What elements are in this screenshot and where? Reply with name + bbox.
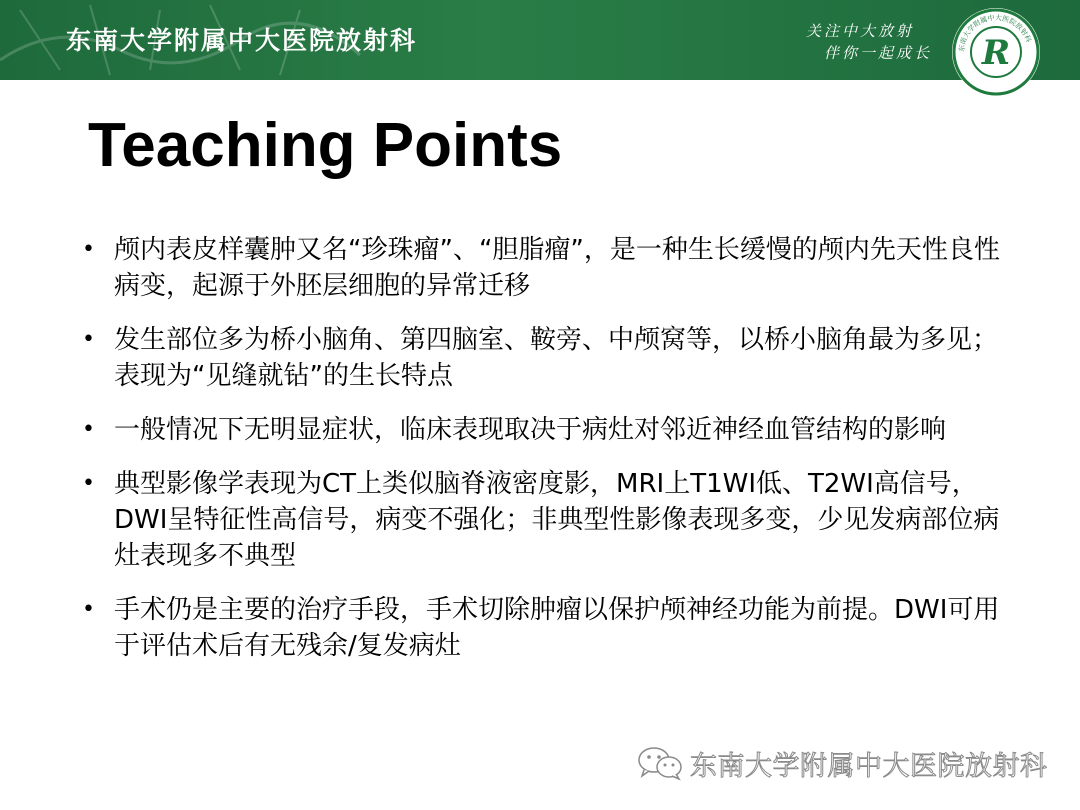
bullet-icon: • [82,471,95,496]
list-item [82,412,1022,448]
watermark-text: 东南大学附属中大医院放射科 [690,750,1048,782]
list-item [82,592,1022,664]
logo-ring-text: 东南大学附属中大医院放射科 [957,13,1033,53]
wechat-icon [634,745,686,781]
list-item [82,232,1022,304]
slogan-line-1: 关注中大放射 [806,22,915,40]
point-text: 典型影像学表现为CT上类似脑脊液密度影，MRI上T1WI低、T2WI高信号，DWI呈特征性高信号，病变不强化；非典型性影像表现多变，少见发病部位病灶表现多不典型 [114,469,1000,571]
header-banner [0,0,1080,80]
bullet-icon: • [82,327,95,352]
point-text: 手术仍是主要的治疗手段，手术切除肿瘤以保护颅神经功能为前提。DWI可用于评估术后有无残余/复发病灶 [114,595,1000,661]
slogan-line-2: 伴你一起成长 [824,44,933,62]
bullet-icon: • [82,237,95,262]
teaching-points-list [82,232,1022,664]
point-text: 一般情况下无明显症状，临床表现取决于病灶对邻近神经血管结构的影响 [114,415,947,445]
bullet-icon: • [82,597,95,622]
department-logo [950,6,1042,98]
list-item [82,466,1022,574]
slide-title: Teaching Points [88,111,563,180]
wechat-watermark [634,744,1048,782]
point-text: 发生部位多为桥小脑角、第四脑室、鞍旁、中颅窝等，以桥小脑角最为多见；表现为“见缝就钻”的生长特点 [114,325,999,391]
point-text: 颅内表皮样囊肿又名“珍珠瘤”、“胆脂瘤”，是一种生长缓慢的颅内先天性良性病变，起源于外胚层细胞的异常迁移 [114,235,1000,301]
list-item [82,322,1022,394]
logo-letter: R [981,33,1011,73]
hospital-department-title: 东南大学附属中大医院放射科 [66,26,418,55]
bullet-icon: • [82,417,95,442]
